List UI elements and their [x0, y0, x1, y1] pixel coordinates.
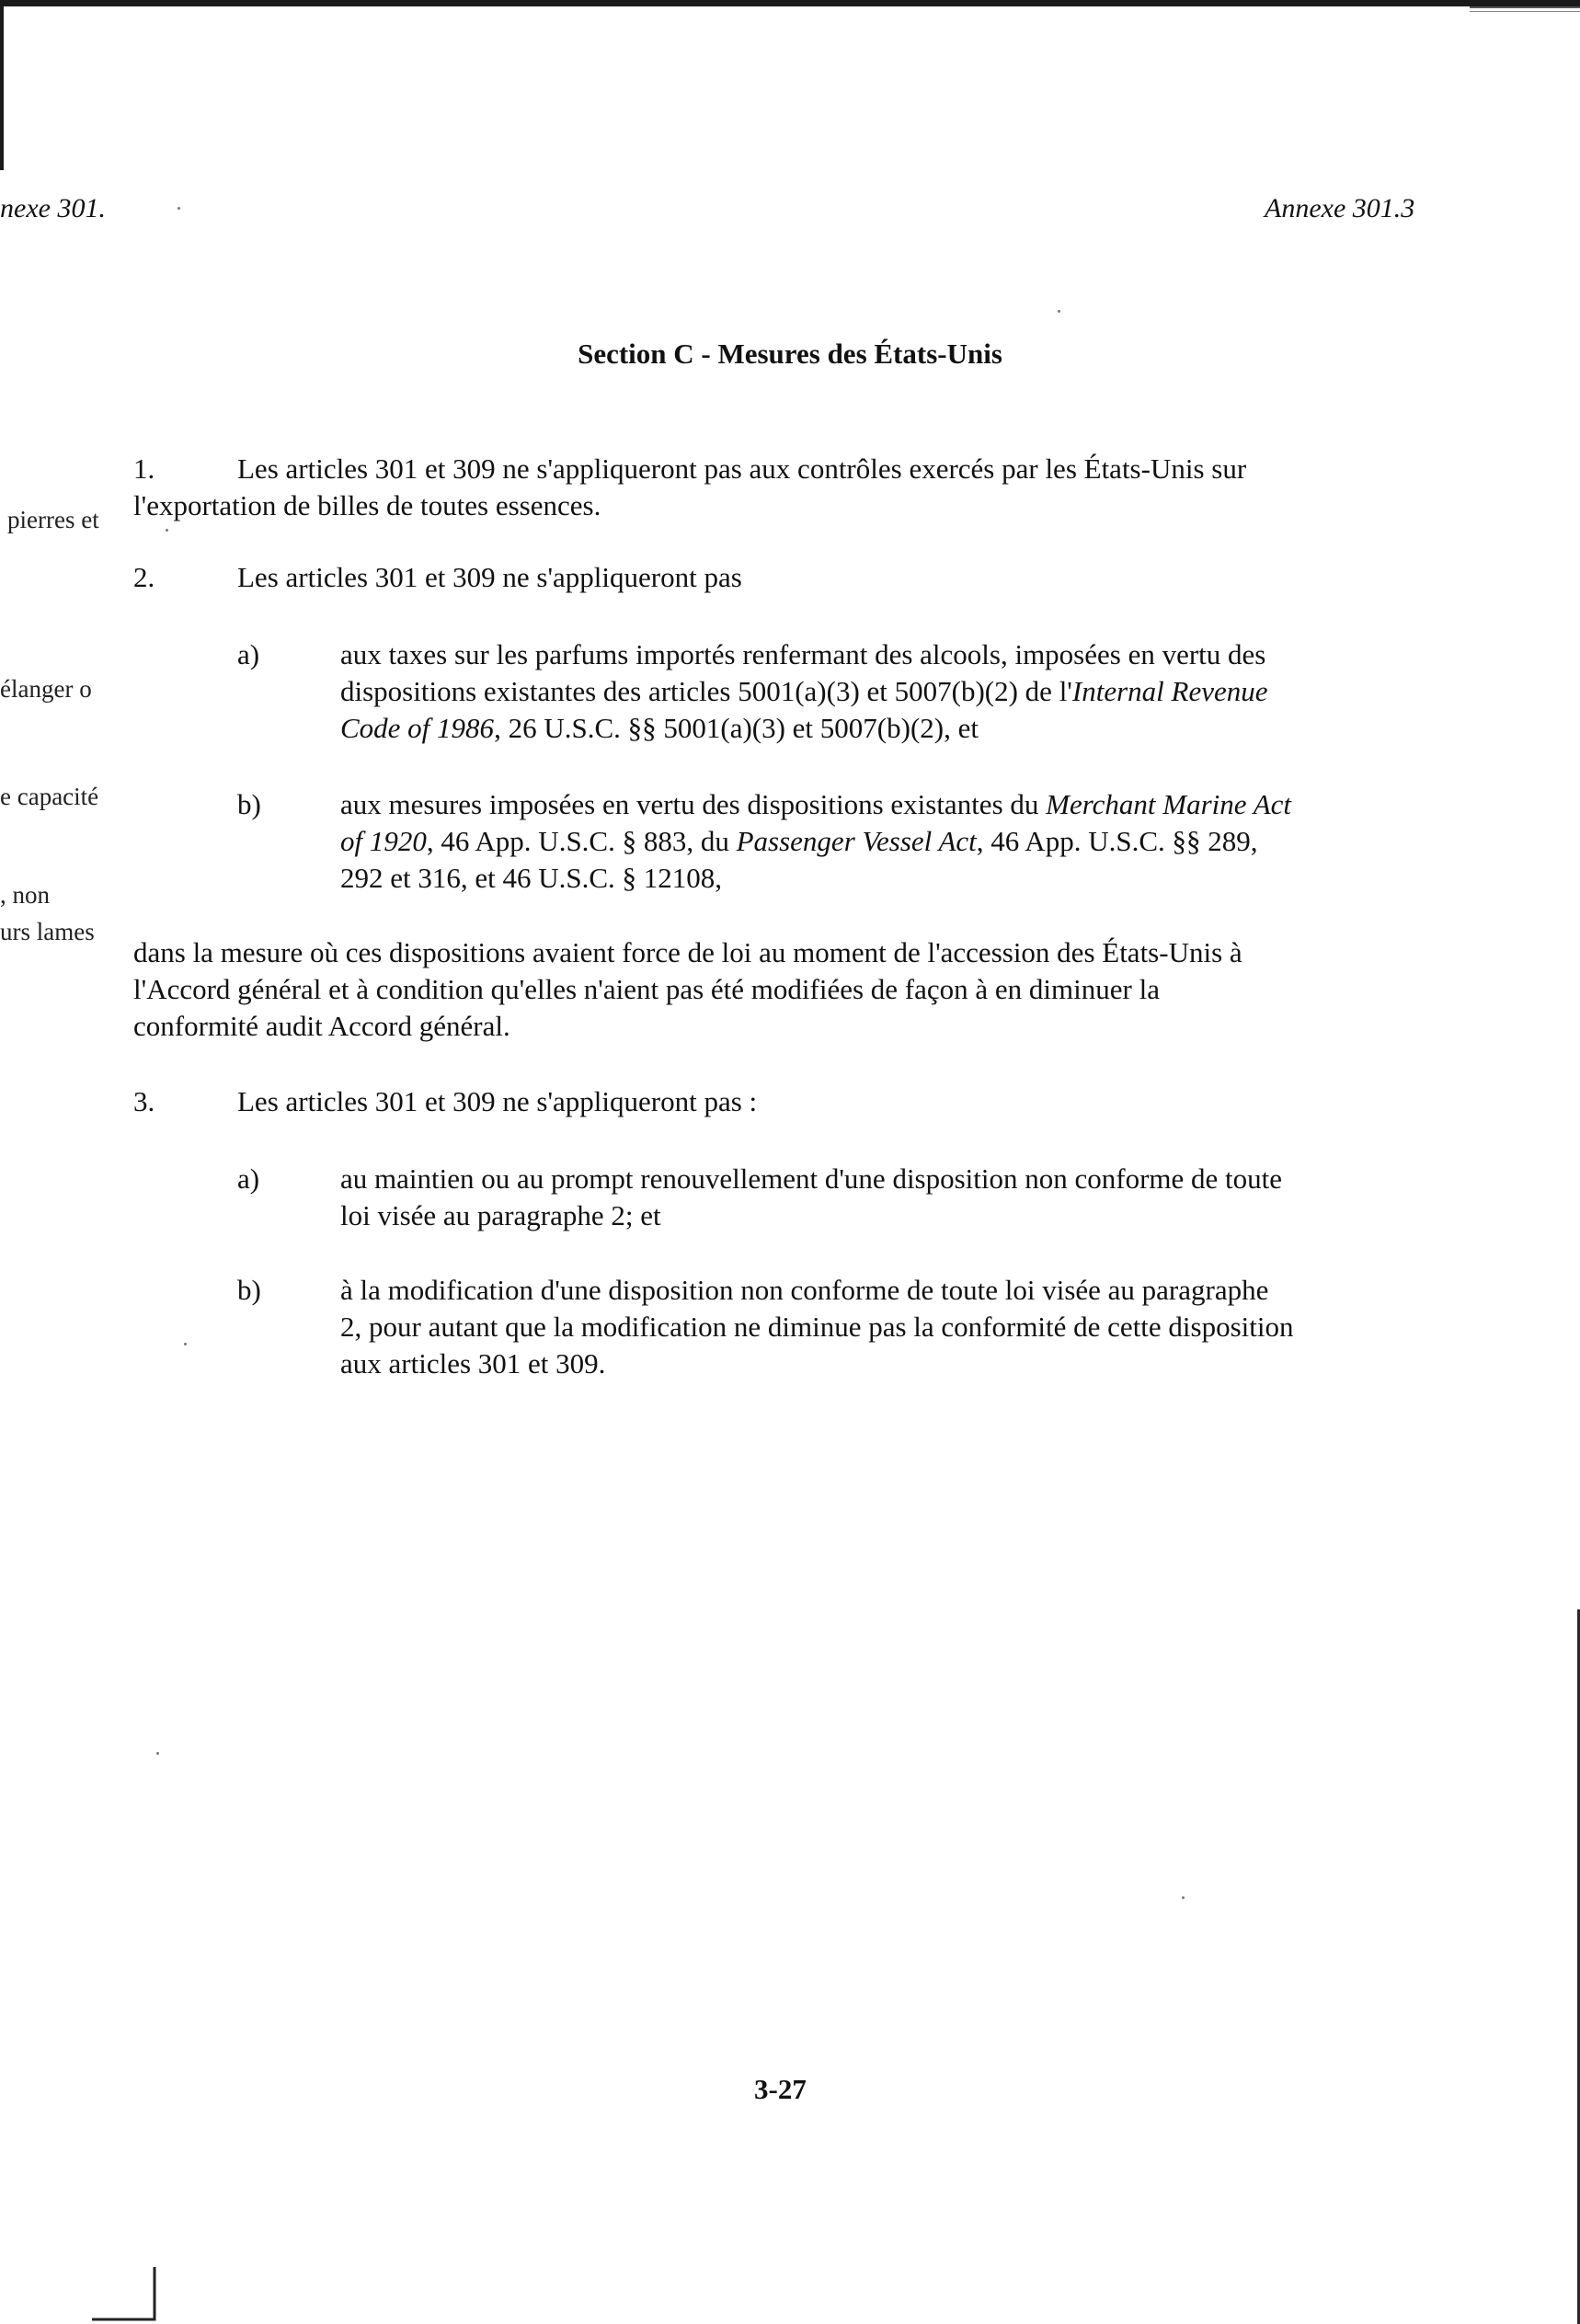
left-running-head: nexe 301.: [0, 193, 106, 223]
paragraph-2-item-b-line: 292 et 316, et 46 U.S.C. § 12108,: [340, 862, 723, 894]
page-number: 3-27: [754, 2073, 807, 2105]
scan-speck: [156, 1752, 159, 1755]
paragraph-2-closing-line: l'Accord général et à condition qu'elles n'aient pas été modifiées de façon à en diminuer la: [133, 973, 1160, 1005]
bleed-fragment: , non: [0, 881, 50, 909]
paragraph-2-item-a-italic: Internal Revenue: [1071, 675, 1268, 707]
paragraph-1-number: 1.: [133, 452, 155, 485]
scan-speck: [1058, 310, 1060, 313]
right-running-head: Annexe 301.3: [1265, 193, 1415, 223]
paragraph-2-closing-line: dans la mesure où ces dispositions avaient force de loi au moment de l'accession des États-Unis à: [133, 936, 1242, 968]
scan-speck: [1182, 1896, 1185, 1899]
paragraph-2-item-b-text: aux mesures imposées en vertu des dispositions existantes du: [340, 788, 1047, 820]
paragraph-2-item-a-line: aux taxes sur les parfums importés renfermant des alcools, imposées en vertu des: [340, 638, 1266, 670]
paragraph-3-item-a-line: loi visée au paragraphe 2; et: [340, 1199, 661, 1231]
scan-speck: [177, 207, 180, 210]
scan-top-border: [0, 0, 1580, 6]
paragraph-2-item-b-italic: of 1920: [340, 825, 427, 857]
paragraph-2-closing-line: conformité audit Accord général.: [133, 1010, 510, 1042]
scan-left-border: [0, 0, 4, 170]
paragraph-3-item-b-line: à la modification d'une disposition non conforme de toute loi visée au paragraphe: [340, 1274, 1269, 1306]
paragraph-2-item-a-label: a): [237, 638, 260, 670]
paragraph-2-item-b-line: [340, 823, 1258, 860]
paragraph-3-intro: Les articles 301 et 309 ne s'appliqueront pas :: [237, 1085, 758, 1117]
paragraph-1-line: Les articles 301 et 309 ne s'appliqueront pas aux contrôles exercés par les États-Unis sur: [237, 452, 1247, 485]
paragraph-3-item-a-line: au maintien ou au prompt renouvellement d'une disposition non conforme de toute: [340, 1162, 1283, 1195]
bleed-fragment: urs lames: [0, 918, 95, 945]
paragraph-2-item-b-label: b): [237, 788, 261, 820]
paragraph-3-number: 3.: [133, 1085, 155, 1117]
paragraph-3-item-b-line: 2, pour autant que la modification ne diminue pas la conformité de cette disposition: [340, 1311, 1294, 1343]
paragraph-2-item-b-text: , 46 App. U.S.C. §§ 289,: [976, 825, 1258, 857]
bleed-fragment: élanger o: [0, 675, 92, 703]
paragraph-2-item-a-italic: Code of 1986: [340, 712, 495, 744]
paragraph-2-item-b-italic: Passenger Vessel Act: [736, 825, 977, 857]
paragraph-1-line: l'exportation de billes de toutes essences.: [133, 489, 601, 521]
scan-top-border-fade: [1470, 6, 1580, 16]
section-title: [0, 338, 1580, 371]
paragraph-2-item-a-line: [340, 710, 979, 747]
paragraph-2-item-a-text: , 26 U.S.C. §§ 5001(a)(3) et 5007(b)(2), et: [494, 712, 979, 744]
paragraph-2-item-b-text: , 46 App. U.S.C. § 883, du: [426, 825, 737, 857]
paragraph-2-item-a-line: [340, 673, 1268, 710]
scan-speck: [166, 529, 168, 532]
scan-speck: [184, 1343, 187, 1345]
paragraph-2-item-b-italic: Merchant Marine Act: [1046, 788, 1292, 820]
paragraph-3-item-b-label: b): [237, 1274, 261, 1306]
paragraph-3-item-b-line: aux articles 301 et 309.: [340, 1347, 606, 1380]
section-title-text: Section C - Mesures des États-Unis: [578, 338, 1002, 370]
paragraph-3-item-a-label: a): [237, 1162, 260, 1195]
paragraph-2-number: 2.: [133, 561, 155, 593]
paragraph-2-item-b-line: [340, 786, 1291, 823]
bleed-fragment: e capacité: [0, 783, 99, 810]
paragraph-2-intro: Les articles 301 et 309 ne s'appliqueront pas: [237, 561, 742, 593]
bleed-fragment: pierres et: [7, 506, 99, 533]
paragraph-2-item-a-text: dispositions existantes des articles 5001(a)(3) et 5007(b)(2) de l': [340, 675, 1072, 707]
crop-mark-icon: [90, 2262, 164, 2324]
